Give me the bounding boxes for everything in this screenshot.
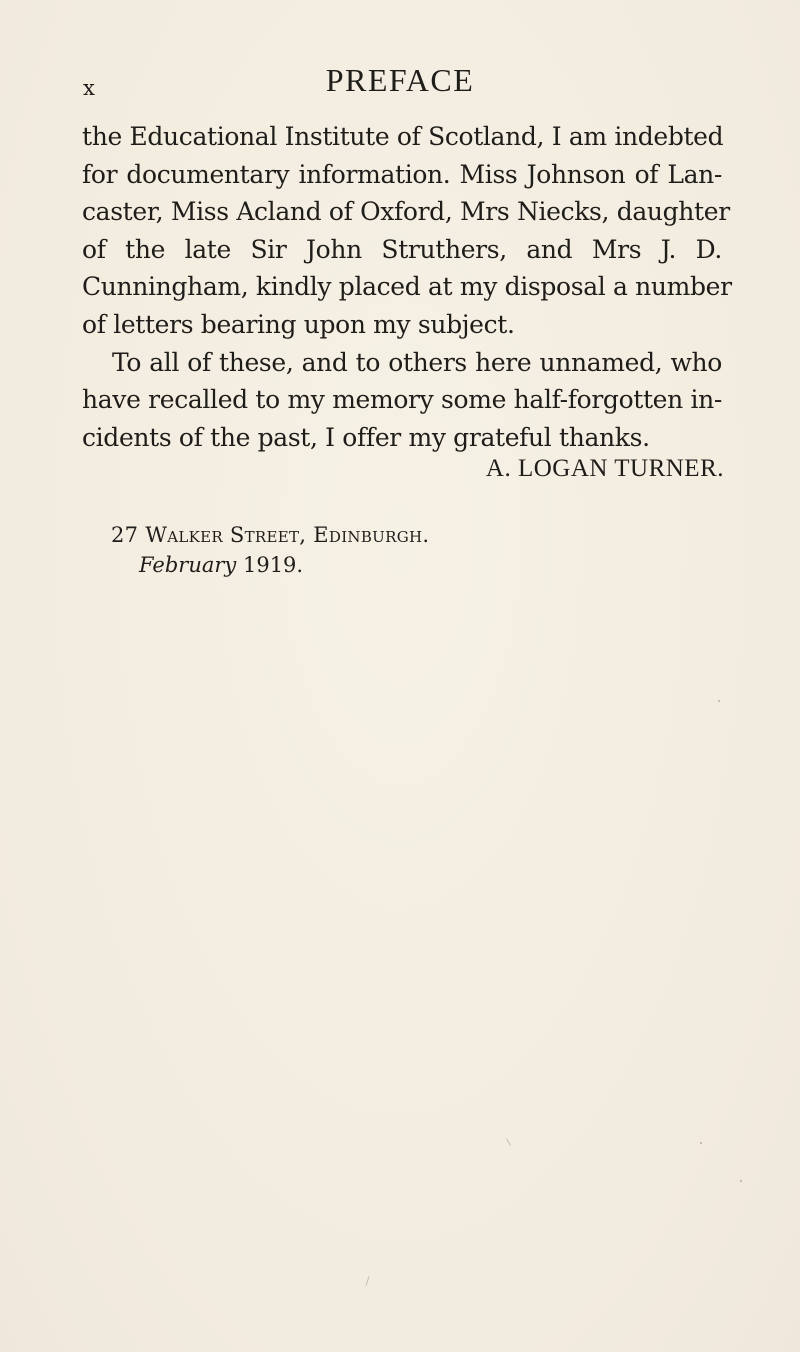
date-year: 1919. (242, 553, 304, 577)
body-line: cidents of the past, I offer my grateful thanks. (82, 422, 650, 452)
date-month: February (139, 553, 237, 577)
street-name: Walker Street, Edinburgh. (145, 523, 430, 547)
date-line (139, 553, 303, 577)
running-title: PREFACE (325, 62, 475, 98)
body-line: for documentary information. Miss Johnson of Lan- (82, 159, 722, 189)
paper-speck (740, 1180, 742, 1182)
address-line (111, 523, 429, 547)
body-line: Cunningham, kindly placed at my disposal a number (82, 272, 732, 302)
page-number: x (83, 76, 96, 100)
paper-speck (506, 1138, 511, 1145)
street-number: 27 (111, 523, 139, 547)
body-line: have recalled to my memory some half-forgotten in- (82, 385, 722, 415)
body-line: the Educational Institute of Scotland, I am indebted (82, 122, 724, 151)
running-head (0, 62, 800, 102)
body-line: of the late Sir John Struthers, and Mrs J. D. (82, 234, 722, 264)
paper-speck (718, 700, 720, 702)
body-line: To all of these, and to others here unnamed, who (112, 347, 722, 377)
body-line: caster, Miss Acland of Oxford, Mrs Niecks, daughter (82, 197, 730, 227)
paper-speck (365, 1276, 369, 1286)
paper-speck (700, 1142, 702, 1144)
body-text (82, 118, 732, 456)
author-signature: A. LOGAN TURNER. (485, 455, 724, 482)
body-line: of letters bearing upon my subject. (82, 309, 515, 339)
